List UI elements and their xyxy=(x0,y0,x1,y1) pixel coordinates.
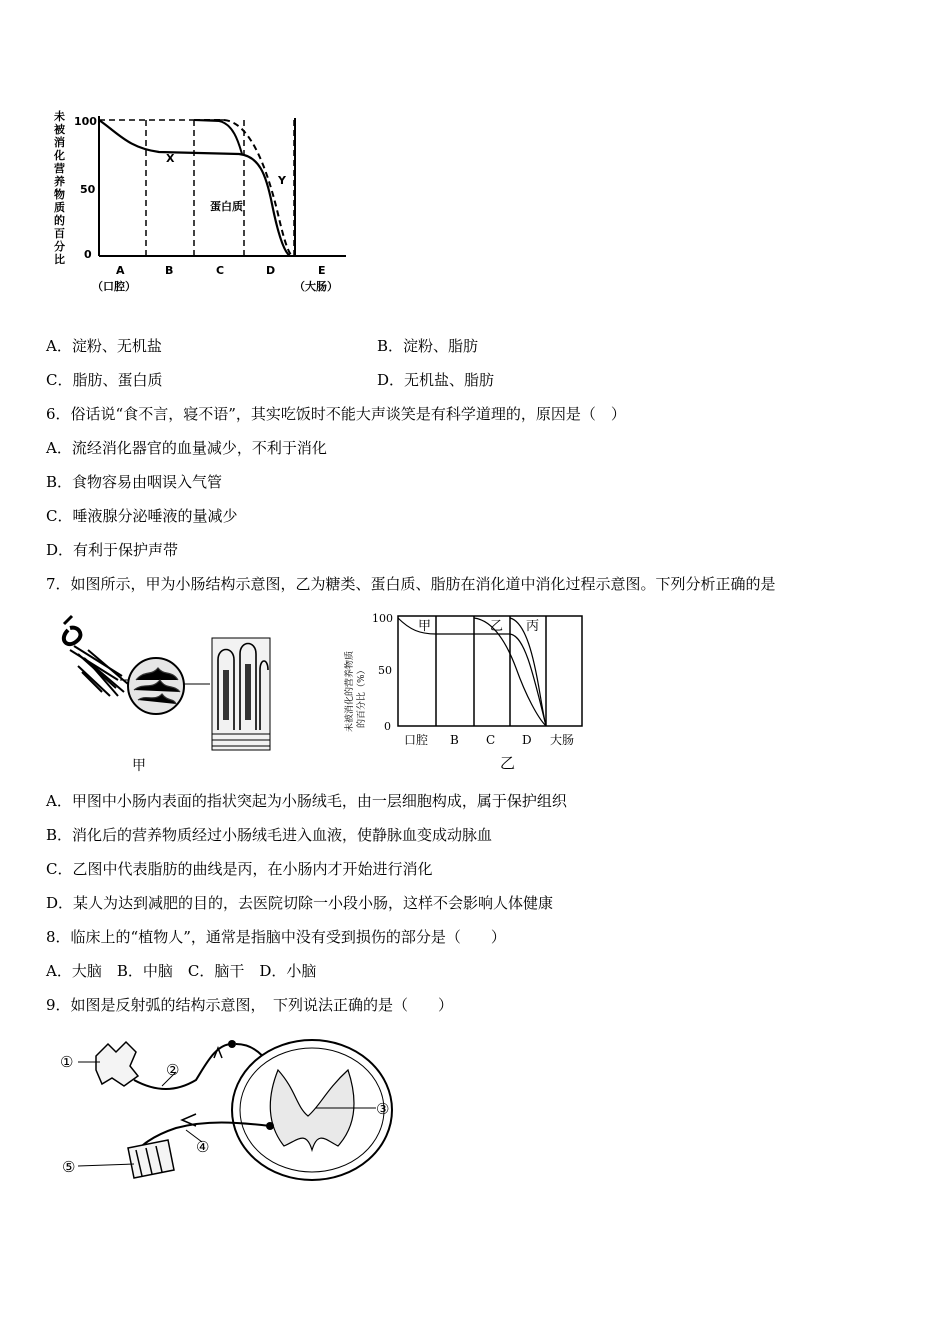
x-tick-b-large: 大肠 xyxy=(550,733,575,747)
small-intestine-figure xyxy=(48,610,288,780)
digestion-chart-b xyxy=(340,608,590,778)
fig-b-caption: 乙 xyxy=(500,754,516,772)
label-4: ④ xyxy=(196,1138,210,1156)
protein-label: 蛋白质 xyxy=(210,200,243,213)
y-axis-char: 的 xyxy=(54,214,65,227)
curve-y-label: Y xyxy=(278,174,286,187)
q6-stem: 6．俗话说“食不言，寝不语”，其实吃饭时不能大声谈笑是有科学道理的，原因是（ ） xyxy=(46,405,626,423)
q6-option-c[interactable]: C．唾液腺分泌唾液的量减少 xyxy=(46,507,238,525)
y-label-b-1: 未被消化的营养物质 xyxy=(345,650,355,732)
digestion-curve-figure xyxy=(44,104,364,304)
y-tick-b-50: 50 xyxy=(378,664,392,677)
y-axis-char: 质 xyxy=(54,201,65,214)
x-tick-b: B xyxy=(165,264,174,277)
x-tick-c: C xyxy=(216,264,225,277)
x-tick-a: A xyxy=(116,264,125,277)
fig-a-caption: 甲 xyxy=(132,758,146,774)
q7-option-c[interactable]: C．乙图中代表脂肪的曲线是丙，在小肠内才开始进行消化 xyxy=(46,860,433,878)
q5-option-c[interactable]: C．脂肪、蛋白质 xyxy=(46,371,163,389)
label-5: ⑤ xyxy=(62,1158,76,1176)
y-label-b-2: 的百分比（%） xyxy=(357,665,367,728)
curve-label-bing: 丙 xyxy=(526,619,540,634)
x-tick-e: E xyxy=(318,264,326,277)
label-2: ② xyxy=(166,1061,180,1079)
q8-options[interactable]: A．大脑 B．中脑 C．脑干 D．小脑 xyxy=(46,962,317,980)
y-tick-50: 50 xyxy=(80,183,96,196)
q5-option-d[interactable]: D．无机盐、脂肪 xyxy=(377,371,495,389)
x-tick-d: D xyxy=(266,264,276,277)
q7-option-b[interactable]: B．消化后的营养物质经过小肠绒毛进入血液，使静脉血变成动脉血 xyxy=(46,826,493,844)
q6-option-a[interactable]: A．流经消化器官的血量减少，不利于消化 xyxy=(46,439,327,457)
y-tick-b-0: 0 xyxy=(384,720,391,733)
y-tick-100: 100 xyxy=(74,115,97,128)
y-axis-char: 养 xyxy=(54,175,65,188)
x-sub-right: （大肠） xyxy=(294,280,338,293)
y-axis-char: 消 xyxy=(54,136,65,149)
q5-option-b[interactable]: B．淀粉、脂肪 xyxy=(377,337,479,355)
q9-stem: 9．如图是反射弧的结构示意图， 下列说法正确的是（ ） xyxy=(46,996,454,1014)
reflex-arc-figure xyxy=(56,1030,406,1200)
x-tick-b-d: D xyxy=(522,733,532,747)
q6-option-b[interactable]: B．食物容易由咽误入气管 xyxy=(46,473,223,491)
q7-option-a[interactable]: A．甲图中小肠内表面的指状突起为小肠绒毛，由一层细胞构成，属于保护组织 xyxy=(46,792,567,810)
x-tick-b-c: C xyxy=(486,733,496,747)
y-axis-char: 物 xyxy=(54,188,65,201)
y-axis-char: 被 xyxy=(54,123,65,136)
label-1: ① xyxy=(60,1053,74,1071)
y-axis-char: 营 xyxy=(54,162,65,175)
y-axis-char: 百 xyxy=(54,227,65,240)
q7-option-d[interactable]: D．某人为达到减肥的目的，去医院切除一小段小肠，这样不会影响人体健康 xyxy=(46,894,554,912)
curve-x-label: X xyxy=(166,152,175,165)
y-axis-char: 分 xyxy=(54,240,65,253)
x-sub-left: （口腔） xyxy=(92,280,136,293)
label-3: ③ xyxy=(376,1100,390,1118)
q8-stem: 8．临床上的“植物人”，通常是指脑中没有受到损伤的部分是（ ） xyxy=(46,928,506,946)
y-tick-b-100: 100 xyxy=(372,612,393,625)
y-axis-char: 比 xyxy=(54,253,65,266)
q6-option-d[interactable]: D．有利于保护声带 xyxy=(46,541,179,559)
q7-stem: 7．如图所示，甲为小肠结构示意图，乙为糖类、蛋白质、脂肪在消化道中消化过程示意图。下列分析正确的是 xyxy=(46,575,776,593)
curve-label-jia: 甲 xyxy=(418,619,432,634)
y-tick-0: 0 xyxy=(84,248,92,261)
x-tick-b-mouth: 口腔 xyxy=(404,733,429,747)
q5-option-a[interactable]: A．淀粉、无机盐 xyxy=(46,337,162,355)
y-axis-char: 未 xyxy=(54,110,65,123)
y-axis-char: 化 xyxy=(54,149,65,162)
curve-label-yi: 乙 xyxy=(490,619,504,634)
x-tick-b-b: B xyxy=(450,733,459,747)
